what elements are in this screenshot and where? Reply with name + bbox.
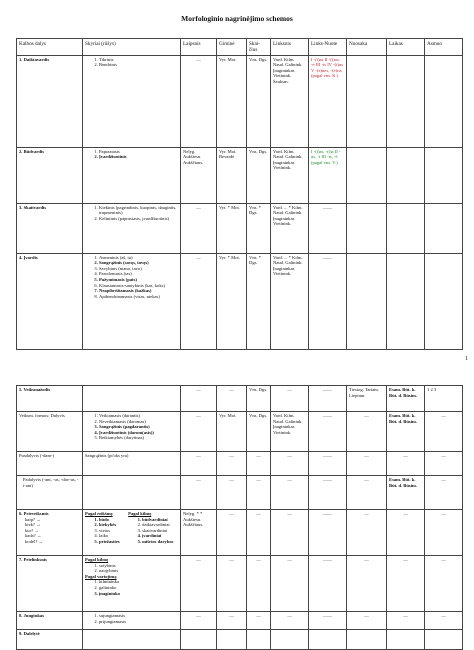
linksniuote-cell: —— <box>309 510 347 556</box>
linksnis-cell: Vard. ... * Kilm. Naud. Galinink. Įnagininkas Vietinink. <box>271 253 309 349</box>
kinds-cell <box>83 412 181 452</box>
column-heading: Pagal kilmę <box>85 557 109 562</box>
nuosaka-cell: — <box>347 412 387 452</box>
laikas-cell: — <box>387 452 425 476</box>
table-row <box>17 253 463 349</box>
linksnis-cell: — <box>271 386 309 412</box>
asmuo-cell: — <box>425 556 463 612</box>
kinds-list <box>128 517 178 545</box>
list-item: 4. laiko <box>99 533 124 539</box>
laipsnis-cell: — <box>181 253 217 349</box>
asmuo-cell <box>425 630 463 650</box>
table-row <box>17 203 463 253</box>
list-item: 5. Pažymimasis (pats) <box>99 277 178 283</box>
page-number: 1 <box>465 356 468 362</box>
list-item: 2. Kelintinis (paprastasis, įvardžiuotinis) <box>99 216 178 222</box>
column-heading: Pagal vartojimą <box>85 573 117 579</box>
gimine-cell: Vyr. * Mot. <box>217 203 247 253</box>
gimine-cell: — <box>217 476 247 510</box>
table-row <box>17 412 463 452</box>
linksniuote-cell: —— <box>309 556 347 612</box>
list-item: 1. Veikiamasis (darantis) <box>99 413 178 419</box>
laipsnis-cell: — <box>181 203 217 253</box>
list-item: 3. Sangrąžinis (pagdarantis) <box>99 424 178 430</box>
skaicius-cell <box>247 630 271 650</box>
asmuo-cell <box>425 55 463 147</box>
list-item: 1. Tikrinis <box>99 57 178 63</box>
list-item: 1. sotybinis <box>99 563 178 569</box>
list-item: 5. mišrios darybos <box>142 539 178 545</box>
laipsnis-cell: — <box>181 556 217 612</box>
list-item: 2. Sangrąžinis (savęs, tavęs) <box>99 260 178 266</box>
laipsnis-cell: Nelyg. * * Aukštesn. Aukščiaus. <box>181 510 217 556</box>
list-item: 2. prijungiamasis <box>99 619 178 625</box>
pos-title: 6. Prieveiksmis <box>19 511 49 516</box>
asmuo-cell: — <box>425 476 463 510</box>
linksniuote-cell: —— <box>309 412 347 452</box>
list-item: 2. daiktavardiniai <box>142 522 178 528</box>
table-row <box>17 612 463 630</box>
laikas-cell <box>387 630 425 650</box>
linksnis-cell: Vard. Kilm. Naud. Galinink. Įnagininkas Vietinink. Šauksm. <box>271 55 309 147</box>
kinds-list <box>85 205 178 222</box>
asmuo-cell <box>425 203 463 253</box>
gimine-cell: — <box>217 510 247 556</box>
laipsnis-cell: Nelyg. Aukštesn. Aukščiaus. <box>181 147 217 203</box>
table-row <box>17 556 463 612</box>
semantic-column <box>85 511 124 545</box>
table-row <box>17 476 463 510</box>
list-item: 2. Neveikiamasis (daromas) <box>99 419 178 425</box>
header-cell: Skyriai (rūšys) <box>83 39 181 56</box>
gimine-cell: Vyr. Mot. <box>217 55 247 147</box>
kinds-cell <box>83 386 181 412</box>
list-item: 4. Parodomasis (tas) <box>99 271 178 277</box>
linksniuote-cell: I -(i)as II -(i)os, -ė III -is IV -(i)us V -(e)nes, -(e)ris (pagal vns. K.) <box>309 55 347 147</box>
linksnis-cell: — <box>271 476 309 510</box>
morphology-table-1 <box>16 38 463 350</box>
pos-cell: Padalyvis (-ant, -us, -dav-us, -i-ant) <box>17 476 83 510</box>
header-cell: Laipsnis <box>181 39 217 56</box>
skaicius-cell: — <box>247 612 271 630</box>
pos-cell: 2. Būdvardis <box>17 147 83 203</box>
list-item: 4. Įvardžiuotinis (darom(asis)) <box>99 430 178 436</box>
question-item: kiek? → <box>25 522 41 528</box>
linksnis-cell: Vard. ... * Kilm. Naud. Galinink. Įnagininkas Vietinink. <box>271 203 309 253</box>
nuosaka-cell <box>347 203 387 253</box>
linksnis-cell: Vard. Kilm. Naud. Galinink. Įnagininkas Vietinink. <box>271 147 309 203</box>
laipsnis-cell: — <box>181 386 217 412</box>
list-item: 3. vietos <box>99 528 124 534</box>
list-item: 1. Asmeninis (aš, tu) <box>99 255 178 261</box>
gimine-cell: — <box>217 612 247 630</box>
table-row <box>17 510 463 556</box>
pos-cell: Veiksm. formos: Dalyvis <box>17 412 83 452</box>
nuosaka-cell: — <box>347 476 387 510</box>
nuosaka-cell: Tiesiog. Tariam. Liepiam. <box>347 386 387 412</box>
pos-cell: 1. Daiktavardis <box>17 55 83 147</box>
laikas-cell <box>387 203 425 253</box>
nuosaka-cell: — <box>347 452 387 476</box>
kinds-cell <box>83 630 181 650</box>
laikas-cell <box>387 55 425 147</box>
kinds-list <box>85 517 124 545</box>
laikas-cell: Esam. Būt. k. Būt. d. Būsim. <box>387 386 425 412</box>
list-item: 1. būdo <box>99 517 124 523</box>
linksnis-cell: — <box>271 452 309 476</box>
laikas-cell: — <box>387 612 425 630</box>
list-item: 6. Klausiamasis-santykinis (kas, koks) <box>99 283 178 289</box>
skaicius-cell: Vns. Dgs. <box>247 412 271 452</box>
column-heading: Pagal kilmę <box>128 511 152 516</box>
kinds-list <box>85 413 178 441</box>
kinds-list <box>85 579 178 596</box>
skaicius-cell: Vns. Dgs. <box>247 147 271 203</box>
gimine-cell: — <box>217 556 247 612</box>
linksnis-cell <box>271 630 309 650</box>
linksniuote-cell: —— <box>309 253 347 349</box>
question-item: kodėl? → <box>25 538 43 544</box>
nuosaka-cell <box>347 55 387 147</box>
kinds-cell <box>83 253 181 349</box>
list-item: 5. Reikiamybės (darytinas) <box>99 435 178 441</box>
linksniuote-cell: —— <box>309 386 347 412</box>
gimine-cell: Vyr. Mot. Bevardė <box>217 147 247 203</box>
list-item: 2. naujybinis <box>99 568 178 574</box>
laipsnis-cell: — <box>181 452 217 476</box>
kinds-columns <box>85 511 178 545</box>
skaicius-cell: — <box>247 556 271 612</box>
list-item: 2. kiekybės <box>99 522 124 528</box>
list-item: 5. priežasties <box>99 539 124 545</box>
laikas-cell: — <box>387 556 425 612</box>
column-heading: Pagal reikšmę <box>85 511 113 516</box>
skaicius-cell: Vns. Dgs. <box>247 386 271 412</box>
list-item: 2. Įvardžiuotinis <box>99 154 178 160</box>
header-cell: Giminė <box>217 39 247 56</box>
nuosaka-cell: — <box>347 556 387 612</box>
list-item: 8. Apibendrinamasis (visas, niekas) <box>99 294 178 300</box>
skaicius-cell: Vns. Dgs. <box>247 55 271 147</box>
pos-cell: 8. Jungtukas <box>17 612 83 630</box>
list-item: 1. kilmininko <box>99 579 178 585</box>
linksniuote-cell: —— <box>309 452 347 476</box>
pos-cell: 5. Veiksmažodis <box>17 386 83 412</box>
kinds-cell <box>83 556 181 612</box>
table-row <box>17 630 463 650</box>
list-item: 3. Savybinis (mano, tavo) <box>99 266 178 272</box>
table-row <box>17 55 463 147</box>
linksnis-cell: — <box>271 612 309 630</box>
asmuo-cell: — <box>425 510 463 556</box>
skaicius-cell: — <box>247 510 271 556</box>
question-item: kaip? → <box>25 516 41 522</box>
laikas-cell <box>387 147 425 203</box>
kinds-cell <box>83 203 181 253</box>
gimine-cell: — <box>217 386 247 412</box>
kinds-cell <box>83 55 181 147</box>
laikas-cell <box>387 253 425 349</box>
linksniuote-cell: —— <box>309 476 347 510</box>
list-item: 2. galininko <box>99 585 178 591</box>
nuosaka-cell: — <box>347 510 387 556</box>
gimine-cell <box>217 630 247 650</box>
kinds-cell <box>83 510 181 556</box>
laipsnis-cell <box>181 630 217 650</box>
laipsnis-cell: — <box>181 612 217 630</box>
nuosaka-cell <box>347 630 387 650</box>
page-title: Morfologinio nagrinėjimo schemos <box>181 14 293 23</box>
skaicius-cell: Vns. * Dgs. <box>247 203 271 253</box>
asmuo-cell: — <box>425 452 463 476</box>
header-cell: Linksnis <box>271 39 309 56</box>
linksniuote-cell: —— <box>309 203 347 253</box>
header-cell: Links-Nuote <box>309 39 347 56</box>
nuosaka-cell: — <box>347 612 387 630</box>
laikas-cell: — <box>387 510 425 556</box>
kinds-list <box>85 563 178 574</box>
gimine-cell: Vyr. * Mot. <box>217 253 247 349</box>
list-item: 3. skaitvardiniai <box>142 528 178 534</box>
laipsnis-cell: — <box>181 476 217 510</box>
kinds-list <box>85 149 178 160</box>
list-item: 2. Bendrinis <box>99 62 178 68</box>
laikas-cell: Esam. Būt. k. Būt. d. Būsim. <box>387 412 425 452</box>
pos-cell: Pusdalyvis (-dam-) <box>17 452 83 476</box>
question-item: kur? → <box>25 527 39 533</box>
list-item: 1. Kiekinis (pagrindinis, kuopinis, daugintis, trupmeninis) <box>99 205 178 216</box>
skaicius-cell: Vns. * Dgs. <box>247 253 271 349</box>
kinds-list <box>85 57 178 68</box>
origin-column <box>128 511 178 545</box>
kinds-list <box>85 255 178 300</box>
asmuo-cell <box>425 253 463 349</box>
pos-cell <box>17 510 83 556</box>
skaicius-cell: — <box>247 476 271 510</box>
table-row <box>17 386 463 412</box>
linksniuote-cell: I -(i)as, -(i)a II -us, -i III -is, -ė (pagal vns. V.) <box>309 147 347 203</box>
list-item: 3. įnagininko <box>99 591 178 597</box>
header-cell: Asmuo <box>425 39 463 56</box>
header-cell: Nuosaka <box>347 39 387 56</box>
nuosaka-cell <box>347 147 387 203</box>
kinds-cell: Sangrąžinis (pi'oks yra) <box>83 452 181 476</box>
linksnis-cell: Vard. Kilm. Naud. Galinink. Įnagininkas Vietinink. <box>271 412 309 452</box>
gimine-cell: — <box>217 452 247 476</box>
kinds-cell <box>83 476 181 510</box>
pos-cell: 7. Prielinksnis <box>17 556 83 612</box>
list-item: 7. Neapibrėžiamasis (kažkas) <box>99 288 178 294</box>
asmuo-cell <box>425 147 463 203</box>
linksniuote-cell: —— <box>309 612 347 630</box>
asmuo-cell: — <box>425 412 463 452</box>
header-cell: Kalbos dalys <box>17 39 83 56</box>
table-row <box>17 452 463 476</box>
pos-cell: 3. Skaitvardis <box>17 203 83 253</box>
list-item: 1. būdvardiniai <box>142 517 178 523</box>
header-cell: Skai-čius <box>247 39 271 56</box>
laikas-cell: Esam. Būt. k. Būt. d. Būsim. <box>387 476 425 510</box>
table-row <box>17 147 463 203</box>
list-item: 4. įvardiniai <box>142 533 178 539</box>
gimine-cell: Vyr. Mot. <box>217 412 247 452</box>
list-item: 1. sujungiamasis <box>99 613 178 619</box>
kinds-cell <box>83 612 181 630</box>
asmuo-cell: — <box>425 612 463 630</box>
list-item: 1. Papraztasis <box>99 149 178 155</box>
morphology-table-2 <box>16 385 463 650</box>
linksniuote-cell <box>309 630 347 650</box>
kinds-list <box>85 613 178 624</box>
question-item: kada? → <box>25 533 42 539</box>
header-row <box>17 39 463 56</box>
asmuo-cell: 1 2 3 <box>425 386 463 412</box>
laipsnis-cell: — <box>181 55 217 147</box>
pos-cell: 9. Dalelytė <box>17 630 83 650</box>
linksnis-cell: — <box>271 556 309 612</box>
pos-cell: 4. Įvardis <box>17 253 83 349</box>
linksnis-cell: — <box>271 510 309 556</box>
laipsnis-cell: — <box>181 412 217 452</box>
header-cell: Laikas <box>387 39 425 56</box>
skaicius-cell: — <box>247 452 271 476</box>
kinds-cell <box>83 147 181 203</box>
nuosaka-cell <box>347 253 387 349</box>
